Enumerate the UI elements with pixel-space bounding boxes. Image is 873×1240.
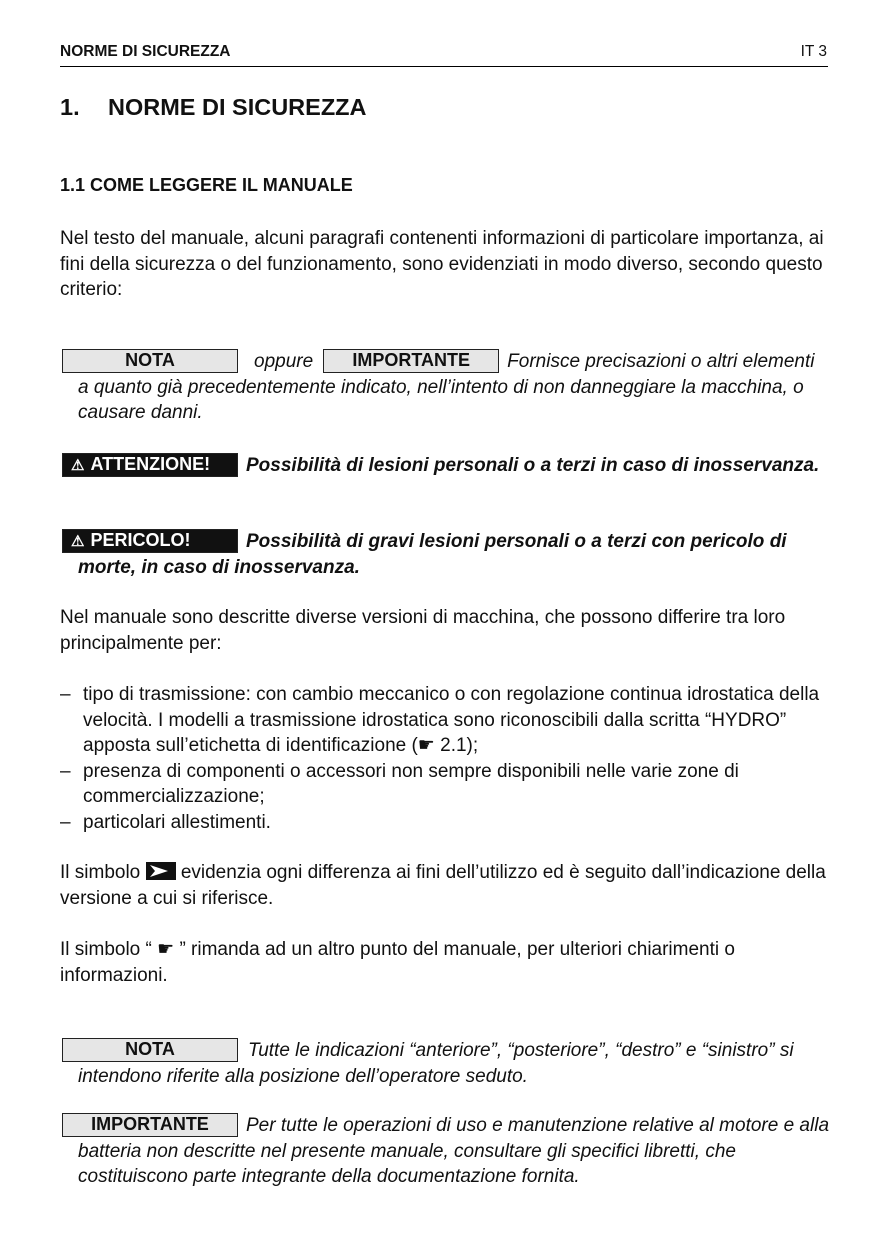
list-item-text: particolari allestimenti.	[83, 811, 271, 833]
note-block-orientation	[78, 1038, 830, 1089]
warning-triangle-icon: ⚠	[71, 533, 85, 550]
attenzione-label-box	[62, 453, 238, 477]
note-block-manuals	[78, 1113, 830, 1190]
importante-label-box: IMPORTANTE	[62, 1113, 238, 1137]
versions-intro-paragraph: Nel manuale sono descritte diverse versioni di macchina, che possono differire tra loro principalmente per:	[60, 607, 786, 654]
warning-triangle-icon: ⚠	[71, 457, 85, 474]
page-number: IT 3	[800, 43, 827, 60]
note-block-pericolo	[71, 529, 830, 580]
list-item-text: tipo di trasmissione: con cambio meccanico o con regolazione continua idrostatica della velocità. I modelli a trasmissione idrostatica sono riconoscibili dalla scritta “HYDRO” apposta sull’etichetta di identificazione (☛ 2.1);	[83, 684, 820, 756]
chapter-number: 1.	[60, 94, 80, 120]
attenzione-label: ATTENZIONE!	[90, 454, 211, 474]
reference-paragraph: Il simbolo “ ☛ ” rimanda ad un altro punto del manuale, per ulteriori chiarimenti o informazioni.	[60, 939, 735, 986]
intro-paragraph: Nel testo del manuale, alcuni paragrafi contenenti informazioni di particolare importanza, ai fini della sicurezza o del funzionamento, sono evidenziati in modo diverso, secondo questo criterio:	[60, 228, 824, 300]
section-heading: 1.1 COME LEGGERE IL MANUALE	[60, 175, 353, 195]
list-item	[60, 759, 830, 810]
nota-label-box: NOTA	[62, 1038, 238, 1062]
chapter-heading	[60, 94, 367, 121]
note-text-nota-importante: Fornisce precisazioni o altri elementi a quanto già precedentemente indicato, nell’intento di non danneggiare la macchina, o causare danni.	[78, 351, 815, 423]
version-arrow-icon	[146, 862, 176, 880]
note-text-pericolo: Possibilità di gravi lesioni personali o a terzi con pericolo di morte, in caso di inosservanza.	[78, 531, 787, 578]
note-block-nota-importante	[78, 349, 830, 426]
versions-list	[60, 682, 830, 835]
oppure-text: oppure	[254, 351, 314, 372]
list-dash: –	[60, 684, 71, 705]
list-item	[60, 810, 830, 836]
symbol-paragraph-start: Il simbolo	[60, 862, 141, 883]
pericolo-label-box	[62, 529, 238, 553]
header-section-title: NORME DI SICUREZZA	[60, 43, 231, 60]
note-text-manuals: Per tutte le operazioni di uso e manutenzione relative al motore e alla batteria non descritte nel presente manuale, consultare gli specifici libretti, che costituiscono parte integrante della documentazione fornita.	[78, 1115, 830, 1187]
pericolo-label: PERICOLO!	[90, 530, 191, 550]
list-dash: –	[60, 811, 71, 833]
symbol-paragraph-end: evidenzia ogni differenza ai fini dell’utilizzo ed è seguito dall’indicazione della versione a cui si riferisce.	[60, 862, 826, 909]
list-item	[60, 682, 830, 759]
symbol-paragraph	[60, 860, 830, 911]
nota-label-box: NOTA	[62, 349, 238, 373]
list-item-text: presenza di componenti o accessori non sempre disponibili nelle varie zone di commercializzazione;	[83, 760, 739, 807]
note-block-attenzione	[71, 453, 830, 479]
running-header	[60, 42, 828, 67]
note-text-attenzione: Possibilità di lesioni personali o a terzi in caso di inosservanza.	[246, 455, 820, 476]
note-text-orientation: Tutte le indicazioni “anteriore”, “posteriore”, “destro” e “sinistro” si intendono riferite alla posizione dell’operatore seduto.	[78, 1040, 794, 1087]
list-dash: –	[60, 760, 71, 782]
chapter-title: NORME DI SICUREZZA	[108, 94, 367, 120]
importante-label-box: IMPORTANTE	[323, 349, 499, 373]
